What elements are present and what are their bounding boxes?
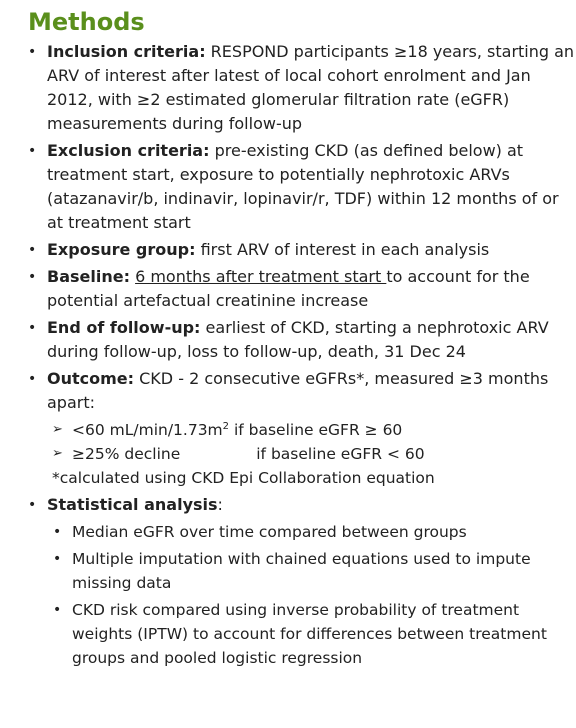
stats-sub-item: [0, 520, 576, 544]
exclusion-label: Exclusion criteria:: [47, 141, 210, 160]
bullet-icon: •: [28, 269, 37, 285]
exclusion-criteria-item: [0, 139, 576, 235]
stats-colon: :: [217, 495, 223, 514]
criterion-1-superscript: 2: [222, 420, 230, 432]
baseline-text: to account for the potential artefactual creatinine increase: [47, 267, 530, 310]
exposure-group-item: [0, 238, 576, 262]
stats-sub-text: Median eGFR over time compared between groups: [72, 523, 467, 541]
sub-bullet-icon: •: [53, 602, 62, 618]
end-followup-label: End of follow-up:: [47, 318, 201, 337]
exposure-label: Exposure group:: [47, 240, 196, 259]
stats-sub-text: CKD risk compared using inverse probability of treatment weights (IPTW) to account for differences between treatment groups and pooled logistic regression: [72, 601, 547, 667]
stats-label: Statistical analysis: [47, 495, 218, 514]
criterion-2-text: ≥25% decline: [72, 445, 181, 463]
arrow-bullet-icon: ➢: [52, 446, 63, 461]
footnote: *calculated using CKD Epi Collaboration equation: [52, 469, 435, 487]
bullet-icon: •: [28, 143, 37, 159]
statistical-analysis-item: [0, 493, 576, 517]
outcome-criterion-1: [0, 418, 576, 442]
criterion-2-condition: if baseline eGFR < 60: [256, 445, 425, 463]
bullet-icon: •: [28, 44, 37, 60]
baseline-item: [0, 265, 576, 313]
outcome-text: CKD - 2 consecutive eGFRs*, measured ≥3 months apart:: [47, 369, 549, 412]
criterion-1-condition: if baseline eGFR ≥ 60: [229, 421, 403, 439]
bullet-icon: •: [28, 371, 37, 387]
bullet-icon: •: [28, 497, 37, 513]
bullet-icon: •: [28, 242, 37, 258]
outcome-label: Outcome:: [47, 369, 135, 388]
page-title: Methods: [28, 8, 145, 36]
outcome-criterion-2: [0, 442, 576, 466]
end-followup-text: earliest of CKD, starting a nephrotoxic ARV during follow-up, loss to follow-up, death, 31 Dec 24: [47, 318, 549, 361]
methods-list: [0, 40, 576, 670]
inclusion-label: Inclusion criteria:: [47, 42, 206, 61]
inclusion-criteria-item: [0, 40, 576, 136]
arrow-bullet-icon: ➢: [52, 422, 63, 437]
baseline-label: Baseline:: [47, 267, 130, 286]
baseline-underlined-text: 6 months after treatment start: [135, 267, 387, 286]
exclusion-text: pre-existing CKD (as defined below) at treatment start, exposure to potentially nephrotoxic ARVs (atazanavir/b, indinavir, lopinavir/r, TDF) within 12 months of or at treatment start: [47, 141, 559, 232]
sub-bullet-icon: •: [53, 524, 62, 540]
criterion-1-text: <60 mL/min/1.73m: [72, 421, 223, 439]
stats-sub-text: Multiple imputation with chained equations used to impute missing data: [72, 550, 531, 592]
inclusion-text: RESPOND participants ≥18 years, starting an ARV of interest after latest of local cohort enrolment and Jan 2012, with ≥2 estimated glomerular filtration rate (eGFR) measurements during follow-up: [47, 42, 575, 133]
sub-bullet-icon: •: [53, 551, 62, 567]
end-of-follow-up-item: [0, 316, 576, 364]
stats-sub-item: [0, 547, 576, 595]
outcome-item: [0, 367, 576, 415]
exposure-text: first ARV of interest in each analysis: [195, 240, 490, 259]
stats-sub-item: [0, 598, 576, 670]
bullet-icon: •: [28, 320, 37, 336]
